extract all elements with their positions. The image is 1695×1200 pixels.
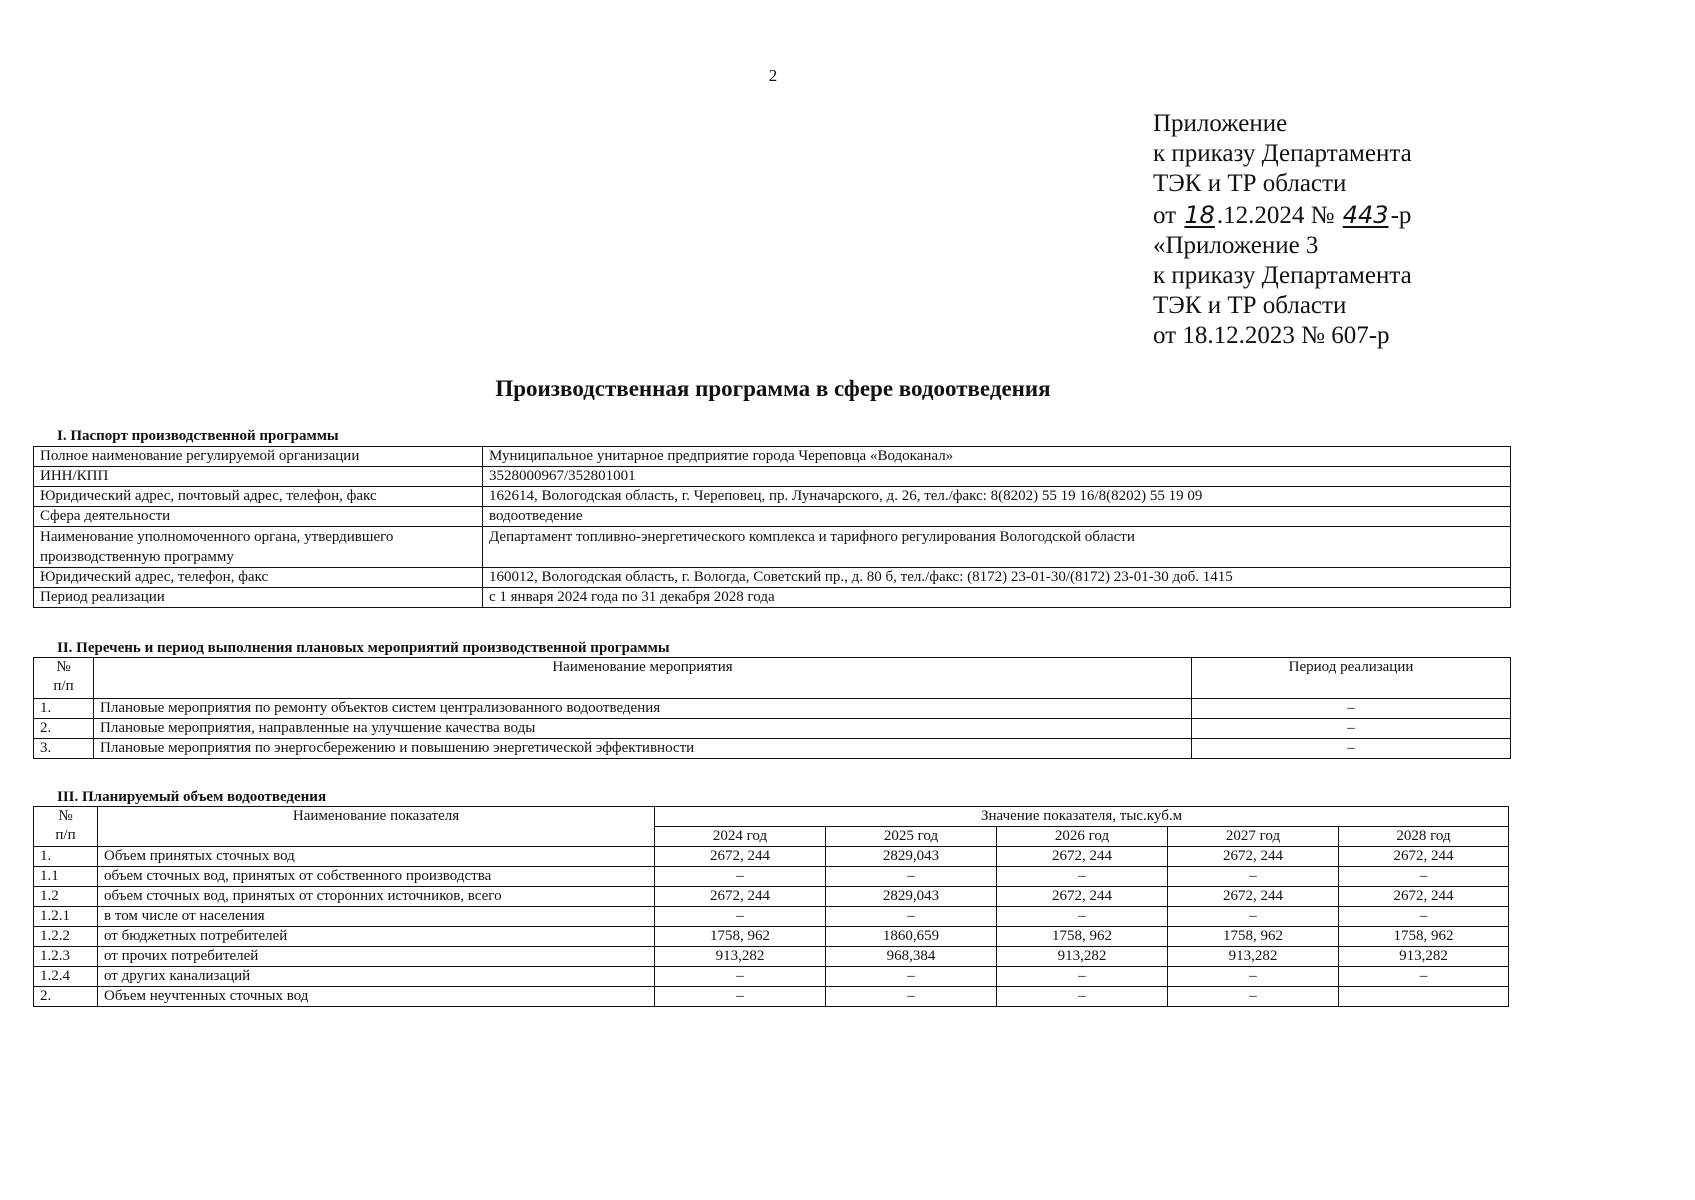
table-row — [34, 719, 1511, 739]
table-row — [34, 568, 1511, 588]
table-row — [34, 847, 1509, 867]
row-value: – — [826, 867, 997, 887]
row-name: Объем неучтенных сточных вод — [98, 987, 655, 1007]
header-num-l1: № — [56, 659, 71, 675]
row-value: – — [1168, 907, 1339, 927]
table-row — [34, 527, 1511, 568]
table-row — [34, 927, 1509, 947]
row-num: 2. — [34, 987, 98, 1007]
row-value: 1758, 962 — [997, 927, 1168, 947]
row-value: 968,384 — [826, 947, 997, 967]
row-period: – — [1192, 719, 1511, 739]
header-period: Период реализации — [1192, 658, 1511, 699]
section-2-title: II. Перечень и период выполнения плановых мероприятий производственной программы — [57, 640, 670, 656]
row-value: 913,282 — [997, 947, 1168, 967]
section-3-title: III. Планируемый объем водоотведения — [57, 789, 327, 805]
header-num — [34, 658, 94, 699]
row-value: – — [655, 867, 826, 887]
row-value: 2672, 244 — [1168, 847, 1339, 867]
table-row — [34, 447, 1511, 467]
row-value: – — [1168, 987, 1339, 1007]
row-name: Плановые мероприятия, направленные на улучшение качества воды — [94, 719, 1192, 739]
table-header-row — [34, 658, 1511, 699]
appendix-order-line — [1153, 200, 1412, 231]
appendix-order-suffix: -р — [1390, 201, 1412, 229]
appendix-line: Приложение — [1153, 110, 1288, 137]
table-row — [34, 907, 1509, 927]
row-value: 1758, 962 — [1339, 927, 1509, 947]
passport-label: Полное наименование регулируемой организации — [34, 447, 483, 467]
row-value: 2672, 244 — [997, 887, 1168, 907]
header-num — [34, 807, 98, 847]
handwritten-day: 18 — [1184, 200, 1215, 229]
table-row — [34, 967, 1509, 987]
row-value: – — [1339, 867, 1509, 887]
row-name: от других канализаций — [98, 967, 655, 987]
row-num: 1. — [34, 847, 98, 867]
row-value: – — [826, 967, 997, 987]
row-period: – — [1192, 699, 1511, 719]
header-value-group: Значение показателя, тыс.куб.м — [655, 807, 1509, 827]
appendix-order-mid: .12.2024 № — [1216, 201, 1341, 229]
passport-value: 3528000967/352801001 — [483, 467, 1511, 487]
passport-value: водоотведение — [483, 507, 1511, 527]
appendix-line: «Приложение 3 — [1153, 231, 1319, 259]
row-value: 913,282 — [1168, 947, 1339, 967]
row-value: – — [1339, 907, 1509, 927]
row-name: Плановые мероприятия по ремонту объектов систем централизованного водоотведения — [94, 699, 1192, 719]
row-value: – — [997, 867, 1168, 887]
row-name: Объем принятых сточных вод — [98, 847, 655, 867]
row-num: 1.2.1 — [34, 907, 98, 927]
row-num: 1. — [34, 699, 94, 719]
header-year: 2027 год — [1168, 827, 1339, 847]
passport-value: с 1 января 2024 года по 31 декабря 2028 года — [483, 588, 1511, 608]
passport-label: Наименование уполномоченного органа, утвердившего производственную программу — [34, 527, 483, 568]
row-value: – — [1168, 867, 1339, 887]
row-value: 1860,659 — [826, 927, 997, 947]
passport-label: Юридический адрес, телефон, факс — [34, 568, 483, 588]
volume-table — [33, 806, 1509, 1007]
passport-label: Период реализации — [34, 588, 483, 608]
table-header-row — [34, 807, 1509, 827]
row-value: 2829,043 — [826, 847, 997, 867]
table-row — [34, 947, 1509, 967]
row-name: объем сточных вод, принятых от сторонних источников, всего — [98, 887, 655, 907]
passport-value: Департамент топливно-энергетического комплекса и тарифного регулирования Вологодской области — [483, 527, 1511, 568]
passport-label: Сфера деятельности — [34, 507, 483, 527]
row-value: – — [655, 967, 826, 987]
row-num: 3. — [34, 739, 94, 759]
page-number: 2 — [768, 66, 778, 85]
row-value: 913,282 — [655, 947, 826, 967]
appendix-line: ТЭК и ТР области — [1153, 170, 1347, 198]
row-value: 2672, 244 — [1339, 887, 1509, 907]
header-year: 2025 год — [826, 827, 997, 847]
header-name: Наименование показателя — [98, 807, 655, 847]
table-row — [34, 987, 1509, 1007]
table-row — [34, 867, 1509, 887]
measures-table — [33, 657, 1511, 759]
row-value: 2829,043 — [826, 887, 997, 907]
table-row — [34, 507, 1511, 527]
row-num: 1.2.4 — [34, 967, 98, 987]
passport-value: Муниципальное унитарное предприятие города Череповца «Водоканал» — [483, 447, 1511, 467]
row-value: – — [997, 907, 1168, 927]
passport-value: 162614, Вологодская область, г. Череповец, пр. Луначарского, д. 26, тел./факс: 8(8202) 55 19 16/8(8202) 55 19 09 — [483, 487, 1511, 507]
handwritten-number: 443 — [1342, 200, 1389, 229]
row-name: объем сточных вод, принятых от собственного производства — [98, 867, 655, 887]
table-row — [34, 487, 1511, 507]
row-value: – — [655, 987, 826, 1007]
header-year: 2028 год — [1339, 827, 1509, 847]
header-num-l2: п/п — [55, 827, 76, 843]
row-name: от бюджетных потребителей — [98, 927, 655, 947]
row-value — [1339, 987, 1509, 1007]
table-row — [34, 739, 1511, 759]
appendix-line: от 18.12.2023 № 607-р — [1153, 322, 1390, 350]
header-year: 2026 год — [997, 827, 1168, 847]
passport-table — [33, 446, 1511, 608]
row-name: Плановые мероприятия по энергосбережению и повышению энергетической эффективности — [94, 739, 1192, 759]
row-value: 913,282 — [1339, 947, 1509, 967]
passport-value: 160012, Вологодская область, г. Вологда, Советский пр., д. 80 б, тел./факс: (8172) 23-01-30/(8172) 23-01-30 доб. 1415 — [483, 568, 1511, 588]
row-num: 1.2.2 — [34, 927, 98, 947]
passport-label: Юридический адрес, почтовый адрес, телефон, факс — [34, 487, 483, 507]
appendix-block — [1153, 109, 1412, 352]
appendix-order-prefix: от — [1153, 201, 1183, 229]
row-value: 1758, 962 — [655, 927, 826, 947]
row-value: 2672, 244 — [997, 847, 1168, 867]
row-value: – — [997, 967, 1168, 987]
table-row — [34, 588, 1511, 608]
row-value: – — [826, 987, 997, 1007]
row-value: – — [655, 907, 826, 927]
row-value: – — [997, 987, 1168, 1007]
row-name: от прочих потребителей — [98, 947, 655, 967]
passport-label: ИНН/КПП — [34, 467, 483, 487]
row-value: 1758, 962 — [1168, 927, 1339, 947]
row-value: – — [826, 907, 997, 927]
row-value: 2672, 244 — [1168, 887, 1339, 907]
header-num-l1: № — [58, 808, 73, 824]
row-num: 1.1 — [34, 867, 98, 887]
header-num-l2: п/п — [53, 678, 74, 694]
header-year: 2024 год — [655, 827, 826, 847]
table-row — [34, 887, 1509, 907]
row-num: 1.2.3 — [34, 947, 98, 967]
table-row — [34, 699, 1511, 719]
document-title: Производственная программа в сфере водоотведения — [495, 376, 1051, 401]
row-period: – — [1192, 739, 1511, 759]
row-value: 2672, 244 — [655, 887, 826, 907]
row-num: 2. — [34, 719, 94, 739]
section-1-title: I. Паспорт производственной программы — [57, 428, 339, 444]
table-row — [34, 467, 1511, 487]
row-num: 1.2 — [34, 887, 98, 907]
row-value: – — [1339, 967, 1509, 987]
header-name: Наименование мероприятия — [94, 658, 1192, 699]
row-name: в том числе от населения — [98, 907, 655, 927]
row-value: 2672, 244 — [1339, 847, 1509, 867]
row-value: – — [1168, 967, 1339, 987]
appendix-line: к приказу Департамента — [1153, 262, 1412, 290]
appendix-line: к приказу Департамента — [1153, 140, 1412, 168]
row-value: 2672, 244 — [655, 847, 826, 867]
appendix-line: ТЭК и ТР области — [1153, 292, 1347, 320]
